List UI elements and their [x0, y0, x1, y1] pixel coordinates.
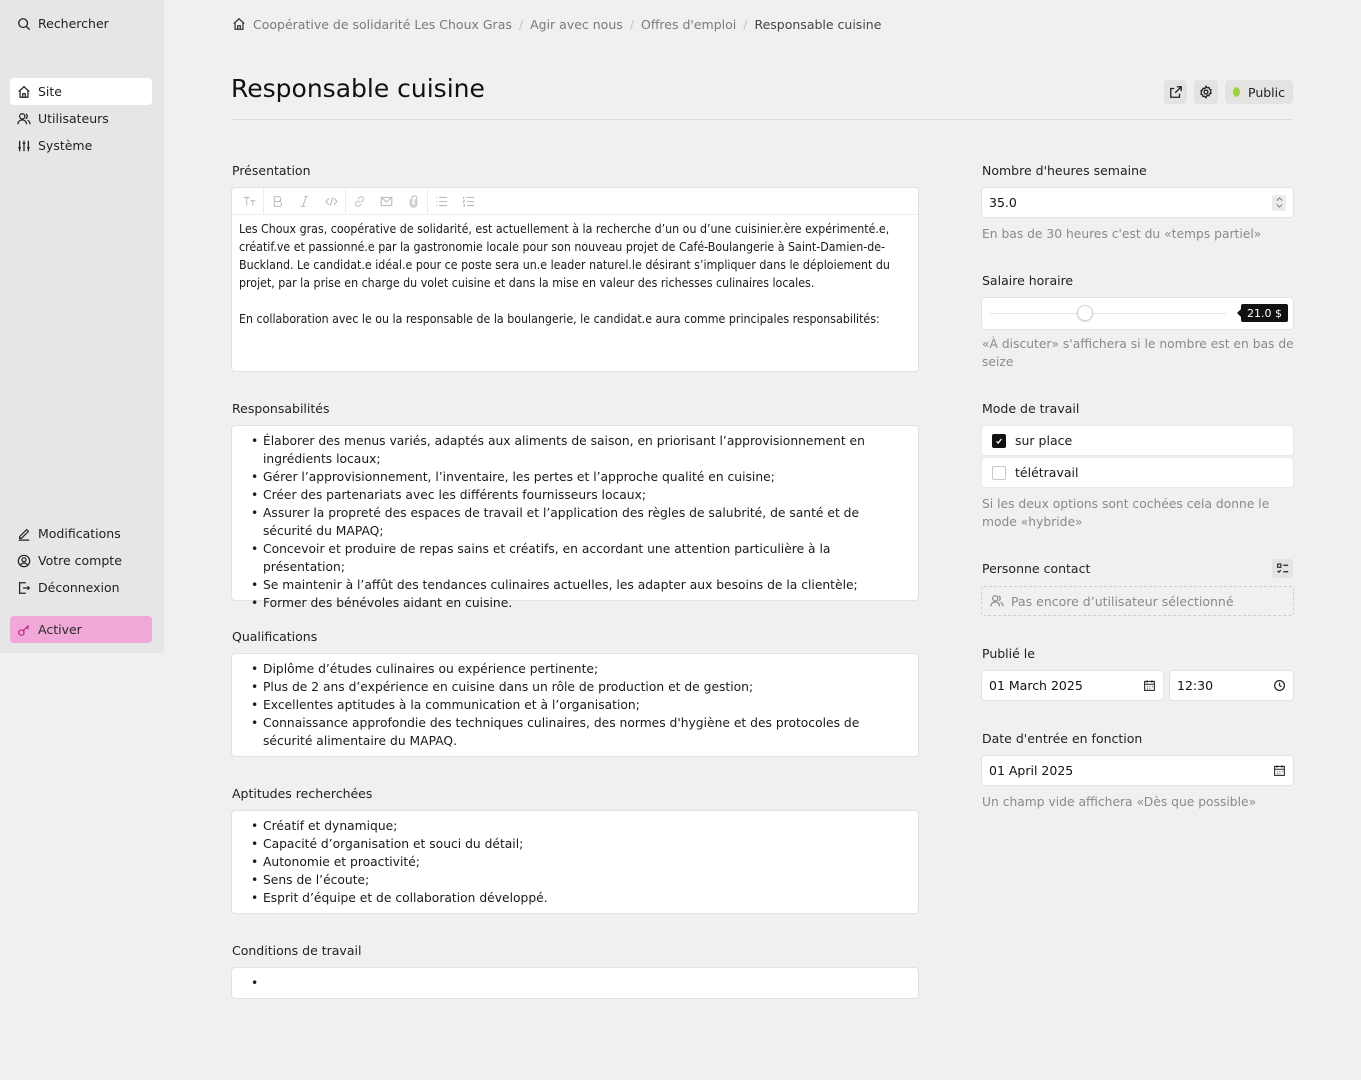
list-item: • Créer des partenariats avec les différents fournisseurs locaux; [251, 486, 911, 504]
contact-user-picker[interactable] [981, 586, 1294, 616]
qualifications-editor[interactable] [231, 653, 919, 757]
users-icon [990, 594, 1004, 608]
contact-label: Personne contact [982, 561, 1091, 576]
attachment-button[interactable] [400, 188, 427, 215]
breadcrumb-link[interactable]: Agir avec nous [530, 16, 623, 32]
activate-button[interactable] [10, 616, 152, 643]
list-item: • Diplôme d’études culinaires ou expérience pertinente; [251, 660, 911, 678]
presentation-content[interactable] [232, 215, 918, 333]
home-icon[interactable] [232, 17, 246, 31]
sidebar-item-label: Utilisateurs [38, 111, 109, 126]
mode-label: Mode de travail [982, 401, 1080, 416]
bullet-list-icon [435, 195, 448, 208]
start-date-hint: Un champ vide affichera «Dès que possible» [982, 795, 1257, 809]
list-item: • Capacité d’organisation et souci du détail; [251, 835, 911, 853]
text-size-icon [243, 195, 256, 208]
toolbar-group [264, 188, 346, 215]
home-icon [17, 85, 31, 99]
option-label: télétravail [1015, 465, 1079, 480]
list-item: • Autonomie et proactivité; [251, 853, 911, 871]
qualifications-label: Qualifications [232, 629, 318, 644]
sidebar-item-label: Votre compte [38, 553, 122, 568]
link-button[interactable] [346, 188, 373, 215]
user-circle-icon [17, 554, 31, 568]
status-label: Public [1248, 84, 1285, 100]
gear-icon [1199, 85, 1213, 99]
search-label: Rechercher [38, 16, 109, 31]
breadcrumb [232, 15, 881, 33]
bullet-list-button[interactable] [428, 188, 455, 215]
list-item: • Esprit d’équipe et de collaboration développé. [251, 889, 911, 907]
list-item: • Plus de 2 ans d’expérience en cuisine dans un rôle de production et de gestion; [251, 678, 911, 696]
bold-button[interactable] [264, 188, 291, 215]
aptitudes-label: Aptitudes recherchées [232, 786, 373, 801]
conditions-editor[interactable] [231, 967, 919, 999]
checkbox[interactable] [992, 466, 1006, 480]
mode-option-teletravail[interactable] [981, 457, 1294, 488]
slider-track[interactable] [990, 313, 1226, 314]
conditions-label: Conditions de travail [232, 943, 362, 958]
settings-button[interactable] [1194, 80, 1218, 104]
salary-hint: «À discuter» s'affichera si le nombre est en bas de seize [982, 337, 1294, 369]
number-stepper[interactable] [1272, 195, 1286, 211]
toolbar-group [236, 188, 264, 215]
sidebar-item-utilisateurs[interactable] [10, 105, 152, 132]
breadcrumb-link[interactable]: Offres d'emploi [640, 16, 737, 32]
bold-icon [271, 195, 284, 208]
sidebar [0, 0, 164, 653]
ordered-list-icon [462, 195, 475, 208]
list-item: • Sens de l’écoute; [251, 871, 911, 889]
hours-input[interactable] [981, 187, 1294, 218]
aptitudes-editor[interactable] [231, 810, 919, 914]
check-icon [995, 437, 1003, 445]
select-user-button[interactable] [1272, 559, 1293, 578]
list-item: • Élaborer des menus variés, adaptés aux aliments de saison, en priorisant l’approvisionnement en ingrédients locaux; [251, 432, 911, 468]
list-item: • Connaissance approfondie des techniques culinaires, des normes d'hygiène et des protocoles de sécurité alimentaire du MAPAQ. [251, 714, 911, 750]
list-item: • Assurer la propreté des espaces de travail et l’application des règles de salubrité, de santé et de sécurité du MAPAQ; [251, 504, 911, 540]
list-item: • Créatif et dynamique; [251, 817, 911, 835]
pencil-icon [17, 527, 31, 541]
slider-thumb[interactable] [1077, 305, 1093, 321]
status-dot [1233, 87, 1240, 97]
mode-option-sur-place[interactable] [981, 425, 1294, 456]
sidebar-item-deconnexion[interactable] [10, 574, 152, 601]
paragraph: Les Choux gras, coopérative de solidarité, est actuellement à la recherche d’un ou d’une cuisinier.ère expérimenté.e, créatif.ve et passionné.e par la gastronomie locale pour son nouveau projet de Café-Boulangerie à Saint-Damien-de-Buckland. Le candidat.e idéal.e pour ce poste sera un.e leader naturel.le désirant s’impliquer dans le déploiement du projet, par la prise en charge du volet cuisine et dans la mise en valeur des richesses culinaires locales. [239, 222, 890, 290]
clock-icon[interactable] [1273, 679, 1286, 692]
contact-placeholder: Pas encore d’utilisateur sélectionné [1011, 593, 1234, 609]
salary-label: Salaire horaire [982, 273, 1074, 288]
chevron-up-down-icon [1273, 196, 1286, 209]
list-item: • Gérer l’approvisionnement, l’inventaire, les pertes et l’approche qualité en cuisine; [251, 468, 911, 486]
text-style-button[interactable] [236, 188, 263, 215]
breadcrumb-separator: / [518, 16, 524, 32]
calendar-icon[interactable] [1143, 679, 1156, 692]
presentation-editor[interactable] [231, 187, 919, 372]
editor-toolbar [232, 188, 918, 215]
sidebar-item-modifications[interactable] [10, 520, 152, 547]
italic-icon [298, 195, 311, 208]
sidebar-item-site[interactable] [10, 78, 152, 105]
toolbar-group [428, 188, 482, 215]
list-item: • Concevoir et produire de repas sains et créatifs, en accordant une attention particulière à la présentation; [251, 540, 911, 576]
open-external-button[interactable] [1164, 80, 1187, 104]
list-item: • Se maintenir à l’affût des tendances culinaires actuelles, les adapter aux besoins de la clientèle; [251, 576, 911, 594]
list-item: • Former des bénévoles aidant en cuisine. [251, 594, 911, 612]
code-icon [325, 195, 338, 208]
breadcrumb-current: Responsable cuisine [754, 16, 882, 32]
search-button[interactable] [10, 10, 152, 37]
mode-hint: Si les deux options sont cochées cela donne le mode «hybride» [982, 497, 1270, 529]
responsabilites-label: Responsabilités [232, 401, 330, 416]
published-date-input[interactable] [981, 670, 1164, 701]
users-icon [17, 112, 31, 126]
envelope-icon [380, 195, 393, 208]
divider [232, 119, 1293, 120]
email-button[interactable] [373, 188, 400, 215]
breadcrumb-separator: / [629, 16, 634, 32]
external-link-icon [1169, 85, 1183, 99]
key-icon [17, 623, 31, 637]
code-button[interactable] [318, 188, 345, 215]
link-icon [353, 195, 366, 208]
breadcrumb-link[interactable]: Coopérative de solidarité Les Choux Gras [253, 16, 512, 32]
sidebar-item-votre-compte[interactable] [10, 547, 152, 574]
sidebar-item-systeme[interactable] [10, 132, 152, 159]
calendar-icon[interactable] [1273, 764, 1286, 777]
sliders-icon [17, 139, 31, 153]
published-time-value: 12:30 [1177, 678, 1214, 693]
salary-value: 21.0 $ [1241, 304, 1288, 322]
sidebar-item-label: Déconnexion [38, 580, 120, 595]
start-date-label: Date d'entrée en fonction [982, 731, 1143, 746]
hours-hint: En bas de 30 heures c'est du «temps partiel» [982, 227, 1262, 241]
start-date-value: 01 April 2025 [989, 763, 1074, 778]
search-icon [17, 17, 31, 31]
breadcrumb-separator: / [743, 16, 748, 32]
activate-label: Activer [38, 622, 82, 637]
toolbar-group [346, 188, 428, 215]
responsabilites-editor[interactable] [231, 425, 919, 610]
italic-button[interactable] [291, 188, 318, 215]
page-title: Responsable cuisine [231, 74, 485, 103]
ordered-list-button[interactable] [455, 188, 482, 215]
published-date-value: 01 March 2025 [989, 678, 1083, 693]
published-time-input[interactable] [1169, 670, 1294, 701]
hours-label: Nombre d'heures semaine [982, 163, 1147, 178]
hours-value: 35.0 [989, 195, 1017, 210]
paperclip-icon [407, 195, 420, 208]
checklist-icon [1276, 562, 1289, 575]
visibility-status-button[interactable] [1225, 80, 1293, 104]
list-item: • Excellentes aptitudes à la communication et à l’organisation; [251, 696, 911, 714]
salary-slider[interactable] [981, 297, 1294, 330]
start-date-input[interactable] [981, 755, 1294, 786]
sidebar-item-label: Modifications [38, 526, 121, 541]
presentation-label: Présentation [232, 163, 311, 178]
published-label: Publié le [982, 646, 1035, 661]
logout-icon [17, 581, 31, 595]
sidebar-item-label: Système [38, 138, 93, 153]
sidebar-item-label: Site [38, 84, 62, 99]
paragraph: En collaboration avec le ou la responsable de la boulangerie, le candidat.e aura comme principales responsabilités: [239, 312, 880, 326]
checkbox[interactable] [992, 434, 1006, 448]
option-label: sur place [1015, 433, 1073, 448]
